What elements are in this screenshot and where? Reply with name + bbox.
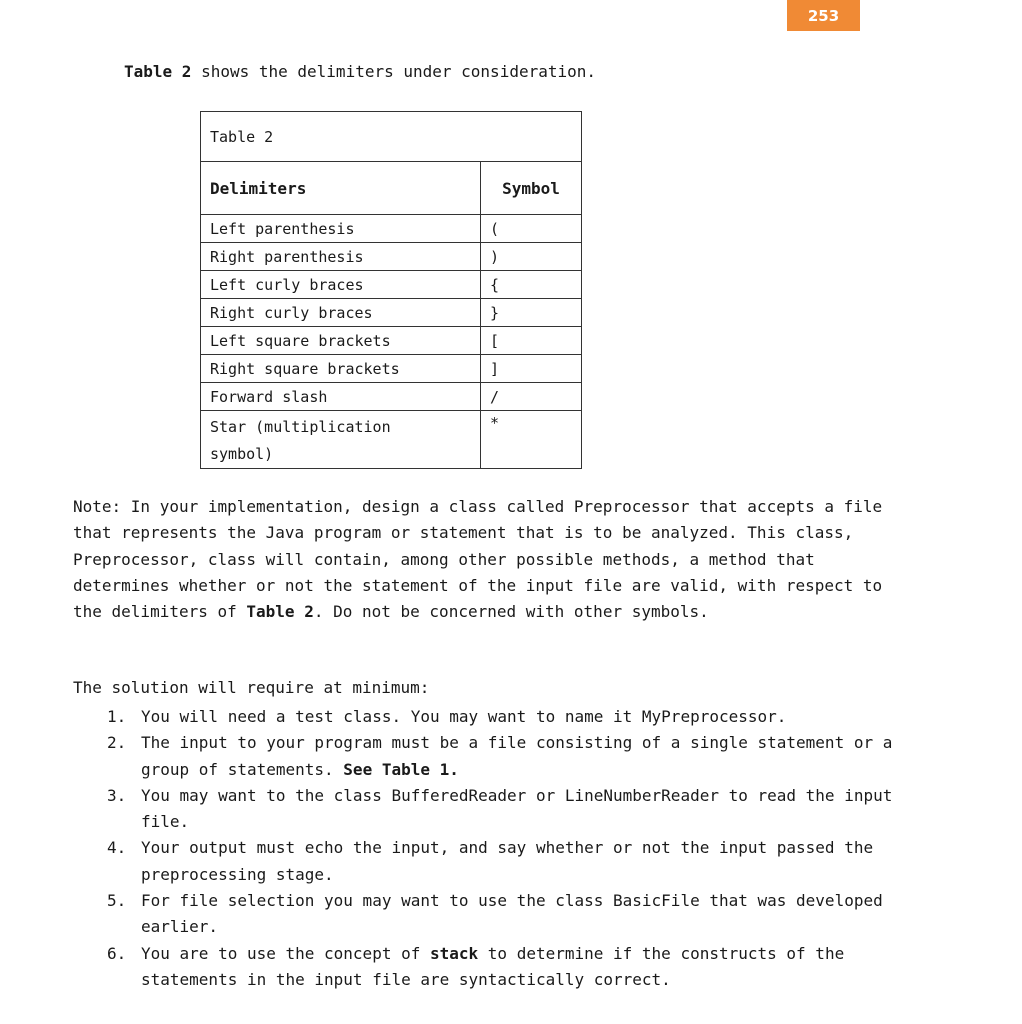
- header-delimiters: Delimiters: [201, 162, 481, 215]
- list-item: [73, 835, 903, 888]
- item-text-b: to determine if the constructs of the statements in the input file are syntactically correct.: [141, 943, 845, 989]
- list-item: [73, 941, 903, 994]
- delimiter-name: Left curly braces: [201, 271, 481, 299]
- item-number: 2.: [107, 733, 127, 753]
- delimiter-name: Right parenthesis: [201, 243, 481, 271]
- note-text-2: . Do not be concerned with other symbols.: [313, 602, 709, 622]
- table-row: [201, 243, 582, 271]
- delimiter-name-line1: Star (multiplication: [210, 418, 391, 436]
- delimiter-name: Forward slash: [201, 383, 481, 411]
- intro-table-ref: Table 2: [124, 62, 192, 81]
- item-text: The input to your program must be a file consisting of a single statement or a group of statements.: [141, 733, 893, 779]
- delimiter-name: Right square brackets: [201, 355, 481, 383]
- item-number: 3.: [107, 785, 127, 805]
- delimiter-symbol: ): [481, 243, 582, 271]
- delimiter-name: Left square brackets: [201, 327, 481, 355]
- page-number-badge: 253: [787, 0, 860, 31]
- table-row: [201, 215, 582, 243]
- table-row: [201, 411, 582, 469]
- delimiter-name: Left parenthesis: [201, 215, 481, 243]
- item-text: For file selection you may want to use the class BasicFile that was developed earlier.: [141, 891, 883, 937]
- table-header-row: [201, 162, 582, 215]
- delimiter-symbol: ]: [481, 355, 582, 383]
- delimiter-symbol: *: [481, 411, 582, 469]
- requirements-list: [73, 704, 903, 993]
- header-symbol: Symbol: [481, 162, 582, 215]
- item-bold-stack: stack: [429, 943, 479, 963]
- list-item: [73, 888, 903, 941]
- table-row: [201, 383, 582, 411]
- delimiter-name-line2: symbol): [210, 445, 274, 463]
- item-text: You may want to the class BufferedReader or LineNumberReader to read the input file.: [141, 785, 893, 832]
- item-number: 6.: [107, 943, 127, 963]
- list-item: [73, 704, 903, 730]
- item-number: 1.: [107, 707, 127, 726]
- list-item: [73, 783, 903, 836]
- table-row: [201, 355, 582, 383]
- delimiters-table: [200, 111, 582, 469]
- delimiter-symbol: [: [481, 327, 582, 355]
- item-text-a: You are to use the concept of: [141, 943, 430, 963]
- delimiter-symbol: {: [481, 271, 582, 299]
- note-paragraph: [73, 494, 893, 625]
- table-row: [201, 327, 582, 355]
- item-number: 4.: [107, 838, 127, 858]
- table-caption-row: [201, 112, 582, 162]
- table-caption: Table 2: [201, 112, 582, 162]
- item-bold-ref: See Table 1.: [343, 759, 459, 779]
- delimiter-symbol: /: [481, 383, 582, 411]
- requirements-title: The solution will require at minimum:: [73, 678, 430, 697]
- item-text: You will need a test class. You may want to name it MyPreprocessor.: [141, 707, 787, 726]
- intro-sentence: [124, 62, 596, 81]
- note-text-1: Note: In your implementation, design a class called Preprocessor that accepts a file that represents the Java program or statement that is to be analyzed. This class, Preprocessor, class will contain, among other possible methods, a method that determines whether or not the statement of the input file are valid, with respect to the delimiters of: [73, 497, 883, 622]
- delimiter-name: [201, 411, 481, 469]
- table-row: [201, 271, 582, 299]
- delimiter-symbol: (: [481, 215, 582, 243]
- list-item: [73, 730, 903, 783]
- item-text: Your output must echo the input, and say whether or not the input passed the preprocessing stage.: [141, 838, 874, 884]
- delimiter-name: Right curly braces: [201, 299, 481, 327]
- delimiter-symbol: }: [481, 299, 582, 327]
- table-row: [201, 299, 582, 327]
- intro-text: shows the delimiters under consideration.: [191, 62, 597, 81]
- note-table-ref: Table 2: [246, 602, 314, 622]
- item-number: 5.: [107, 891, 127, 911]
